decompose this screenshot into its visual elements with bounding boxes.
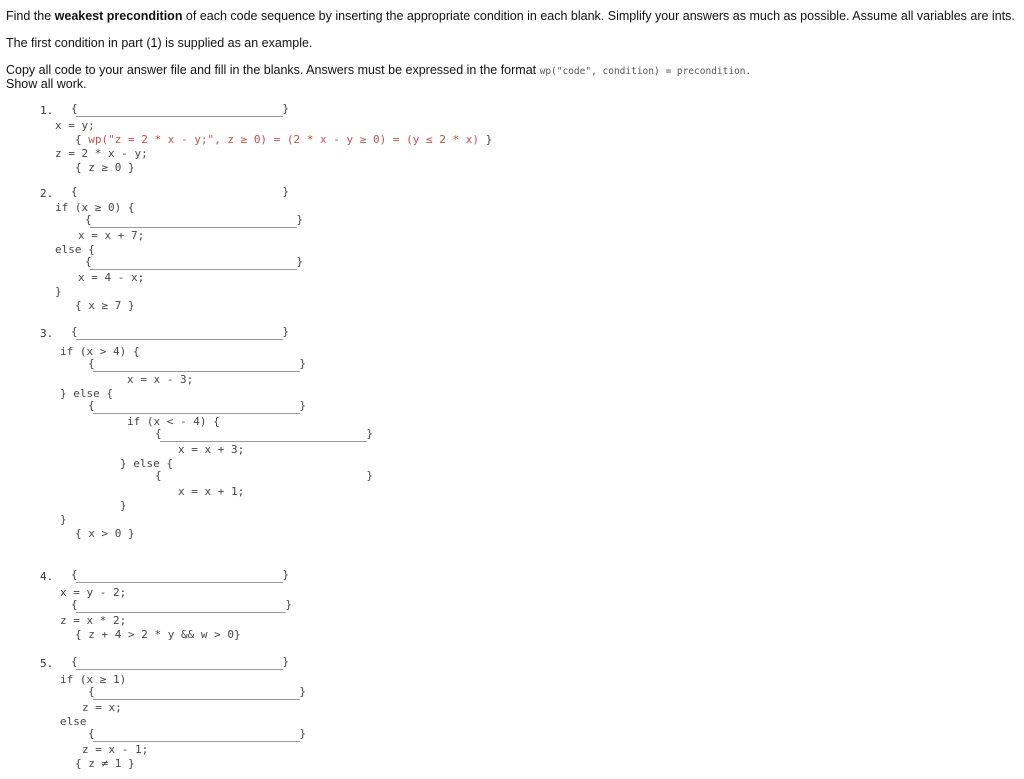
p3-else: } else { [60, 387, 113, 400]
p3-inner-then-blank[interactable] [155, 427, 373, 442]
open-brace: { [88, 399, 95, 412]
p3-end-brace: } [60, 513, 67, 526]
p5-postcondition: { z ≠ 1 } [75, 757, 135, 770]
p3-precondition-blank[interactable] [71, 325, 289, 340]
p5-stmt-1: z = x; [82, 701, 122, 714]
p4-precondition-blank[interactable] [71, 568, 289, 583]
instruction-text: Find the [6, 9, 55, 23]
p4-stmt-2: z = x * 2; [60, 614, 127, 627]
p3-else-blank[interactable] [88, 399, 306, 414]
p3-inner-if: if (x < - 4) { [127, 415, 220, 428]
open-brace: { [71, 102, 78, 115]
close-brace: } [299, 685, 306, 698]
open-brace: { [85, 213, 92, 226]
close-brace: } [296, 255, 303, 268]
p2-end-brace: } [55, 285, 62, 298]
p1-postcondition: { z ≥ 0 } [75, 161, 135, 174]
instruction-line-4: Show all work. [6, 77, 87, 91]
open-brace: { [71, 325, 78, 338]
instruction-text: of each code sequence by inserting the appropriate condition in each blank. Simplify your answers as much as possible. Assume all variables are ints. [182, 9, 1015, 23]
close-brace: } [366, 469, 373, 482]
instruction-line-1 [6, 8, 1015, 24]
brace: } [478, 133, 493, 146]
open-brace: { [71, 598, 78, 611]
example-wp: wp("z = 2 * x - y;", z ≥ 0) = (2 * x - y ≥ 0) = (y ≤ 2 * x) [88, 133, 479, 146]
p2-if: if (x ≥ 0) { [55, 201, 135, 214]
p4-postcondition: { z + 4 > 2 * y && w > 0} [75, 628, 241, 641]
p5-else-blank[interactable] [88, 727, 306, 742]
p3-if: if (x > 4) { [60, 345, 140, 358]
close-brace: } [282, 568, 289, 581]
p2-else: else { [55, 243, 95, 256]
open-brace: { [85, 255, 92, 268]
open-brace: { [71, 655, 78, 668]
p5-stmt-2: z = x - 1; [82, 743, 149, 756]
open-brace: { [155, 469, 162, 482]
p3-inner-else-blank[interactable] [155, 469, 373, 484]
instruction-line-3 [6, 62, 751, 80]
open-brace: { [71, 568, 78, 581]
close-brace: } [296, 213, 303, 226]
p5-else: else [60, 715, 87, 728]
format-code: wp("code", condition) = precondition. [539, 66, 752, 77]
problem-2-number: 2. [40, 187, 54, 200]
p1-stmt-2: z = 2 * x - y; [55, 147, 148, 160]
open-brace: { [155, 427, 162, 440]
open-brace: { [71, 185, 78, 198]
p2-stmt-1: x = x + 7; [78, 229, 145, 242]
problem-5-number: 5. [40, 657, 54, 670]
close-brace: } [282, 185, 289, 198]
open-brace: { [88, 357, 95, 370]
close-brace: } [285, 598, 292, 611]
p2-stmt-2: x = 4 - x; [78, 271, 145, 284]
p4-middle-blank[interactable] [71, 598, 292, 613]
instruction-text: Copy all code to your answer file and fill in the blanks. Answers must be expressed in the format [6, 63, 540, 77]
p5-if: if (x ≥ 1) [60, 673, 127, 686]
p1-example-condition [75, 133, 492, 146]
p2-else-blank[interactable] [85, 255, 303, 270]
p3-inner-else: } else { [120, 457, 173, 470]
open-brace: { [88, 727, 95, 740]
problem-1-number: 1. [40, 104, 54, 117]
instruction-line-2: The first condition in part (1) is supplied as an example. [6, 36, 313, 50]
brace: { [75, 133, 89, 146]
p5-precondition-blank[interactable] [71, 655, 289, 670]
p2-precondition-blank[interactable] [71, 185, 289, 200]
p3-then-blank[interactable] [88, 357, 306, 372]
p3-stmt-1: x = x - 3; [127, 373, 194, 386]
p3-postcondition: { x > 0 } [75, 527, 135, 540]
instruction-emphasis: weakest precondition [54, 9, 183, 23]
p2-then-blank[interactable] [85, 213, 303, 228]
close-brace: } [366, 427, 373, 440]
problem-4-number: 4. [40, 570, 54, 583]
close-brace: } [282, 325, 289, 338]
problem-3-number: 3. [40, 327, 54, 340]
p3-stmt-3: x = x + 1; [178, 485, 245, 498]
close-brace: } [282, 102, 289, 115]
close-brace: } [282, 655, 289, 668]
close-brace: } [299, 357, 306, 370]
p4-stmt-1: x = y - 2; [60, 586, 127, 599]
p2-postcondition: { x ≥ 7 } [75, 299, 135, 312]
close-brace: } [299, 727, 306, 740]
p5-then-blank[interactable] [88, 685, 306, 700]
p3-inner-end-brace: } [120, 499, 127, 512]
p1-precondition-blank[interactable] [71, 102, 289, 117]
p3-stmt-2: x = x + 3; [178, 443, 245, 456]
p1-stmt-1: x = y; [55, 119, 95, 132]
open-brace: { [88, 685, 95, 698]
close-brace: } [299, 399, 306, 412]
